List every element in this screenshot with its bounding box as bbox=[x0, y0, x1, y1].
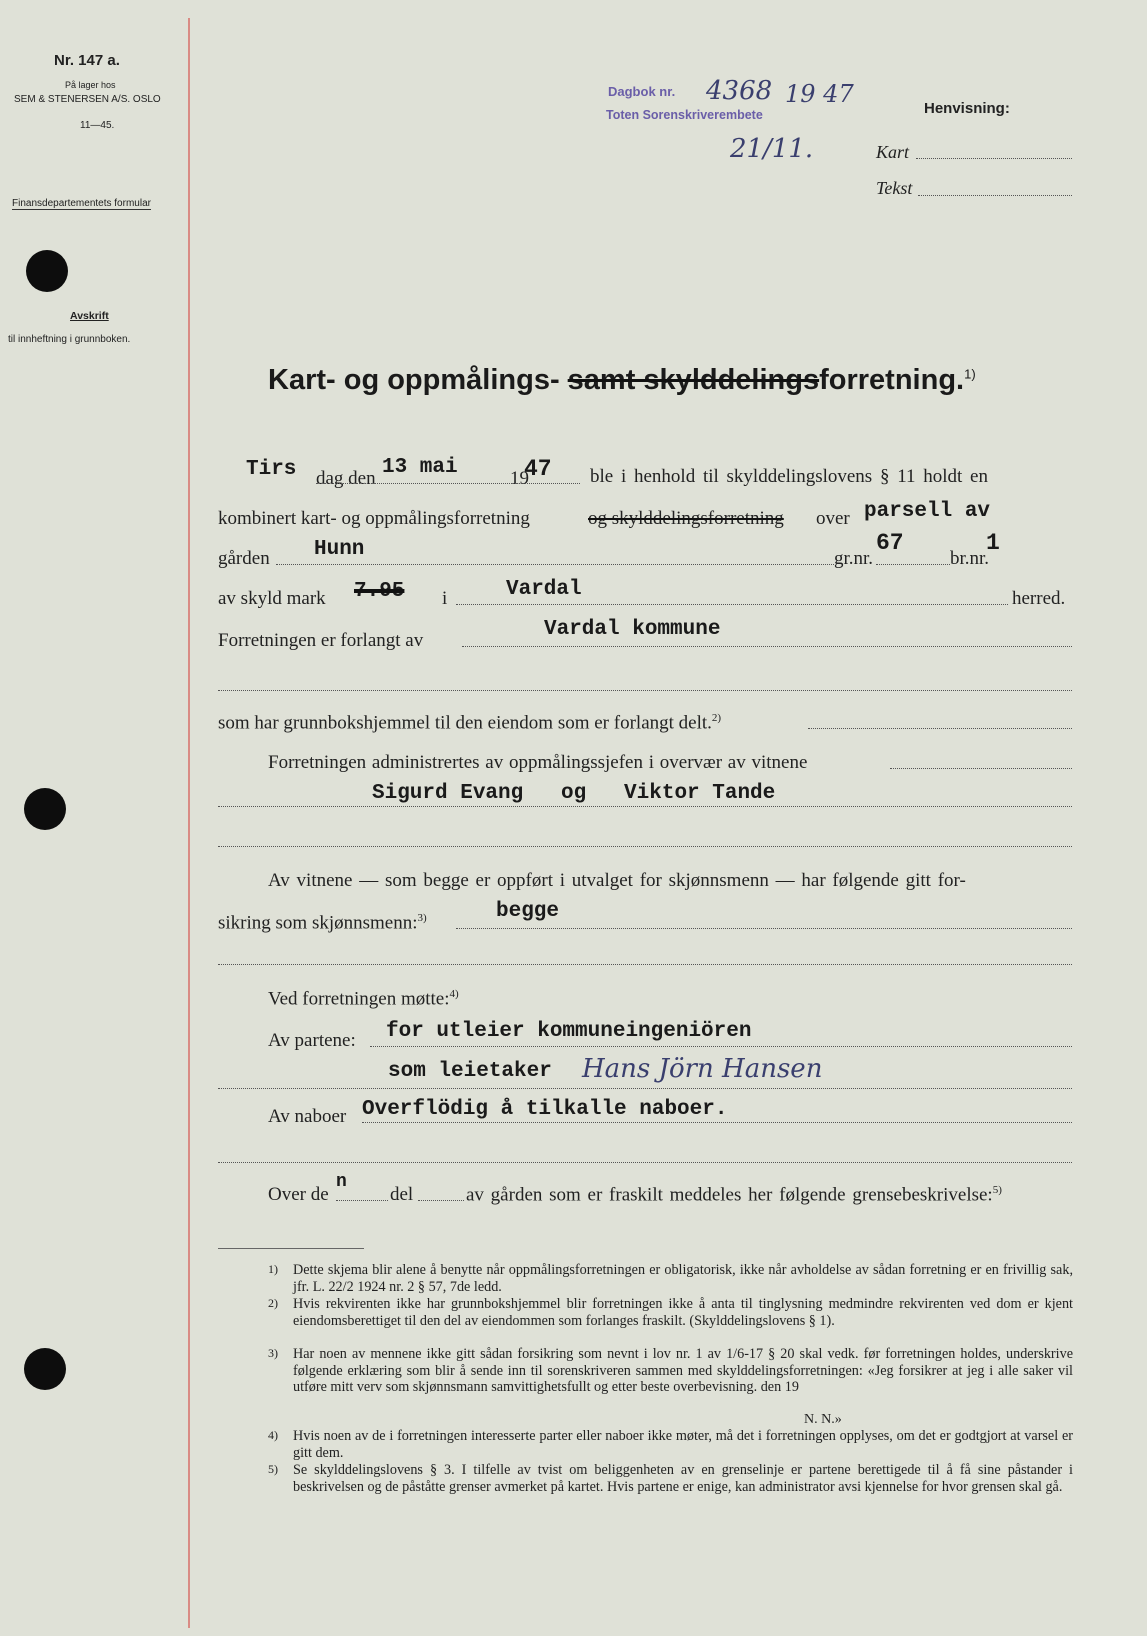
skyld-label: av skyld mark bbox=[218, 588, 326, 609]
skyld-value: 7.95 bbox=[354, 580, 405, 603]
witnesses-line bbox=[218, 806, 1072, 807]
requested-by-value: Vardal kommune bbox=[544, 618, 721, 641]
department-label: Finansdepartementets formular bbox=[12, 198, 151, 209]
footnote-text: Dette skjema blir alene å benytte når oppmålingsforretningen er obligatorisk, ikke når avholdelse av sådan forretning er en frivillig sak, jfr. L. 22/2 1924 nr. 2 § 57, 7de ledd. bbox=[293, 1262, 1073, 1295]
deed-text bbox=[218, 712, 721, 734]
attended-note: 4) bbox=[449, 988, 459, 1000]
neighbors-label: Av naboer bbox=[268, 1106, 347, 1127]
diary-number: 4368 bbox=[706, 76, 773, 106]
party2-typed: som leietaker bbox=[388, 1060, 552, 1083]
footnote-number: 2) bbox=[268, 1296, 278, 1310]
intro-text: ble i henhold til skylddelingslovens § 11 holdt en bbox=[590, 466, 988, 487]
admin-line bbox=[890, 768, 1072, 769]
blank-line bbox=[218, 1162, 1072, 1163]
publisher-name: SEM & STENERSEN A/S. OSLO bbox=[14, 94, 161, 105]
gnr-value: 67 bbox=[876, 530, 904, 556]
footnote-text: Hvis noen av de i forretningen interesserte parter eller naboer ikke møter, må det i forretningen opplyses, om det er godtgjort at varsel er gitt dem. bbox=[293, 1428, 1073, 1461]
bnr-value: 1 bbox=[986, 530, 1000, 556]
blank-line bbox=[218, 690, 1072, 691]
witness-line bbox=[456, 928, 1072, 929]
requested-label: Forretningen er forlangt av bbox=[218, 630, 424, 651]
witness-text: Av vitnene — som begge er oppført i utvalget for skjønnsmenn — har følgende gitt for- bbox=[268, 870, 966, 891]
print-date: 11—45. bbox=[80, 120, 115, 131]
footnote-text: Hvis rekvirenten ikke har grunnbokshjemmel blir forretningen ikke å anta til tinglysning medmindre rekvirenten ved dom er kjent eiendomsberettiget til den del av eiendommen som forlanges fraskilt. (Skylddelingslovens § 1). bbox=[293, 1296, 1073, 1329]
i-label: i bbox=[442, 588, 448, 609]
footnote-number: 4) bbox=[268, 1428, 278, 1442]
boundary-line-2 bbox=[418, 1200, 464, 1201]
weekday-value: Tirs bbox=[246, 458, 297, 481]
day-label: dag den bbox=[316, 468, 376, 489]
deed-text-content: som har grunnbokshjemmel til den eiendom som er forlangt delt. bbox=[218, 712, 712, 734]
footnote-number: 5) bbox=[268, 1462, 278, 1476]
attended-label bbox=[268, 988, 459, 1010]
blank-line bbox=[218, 964, 1072, 965]
farm-label: gården bbox=[218, 548, 270, 569]
requested-line bbox=[462, 646, 1072, 647]
year-value: 47 bbox=[524, 456, 552, 482]
date-line bbox=[316, 483, 580, 484]
herred-label: herred. bbox=[1012, 588, 1066, 609]
witness-answer: begge bbox=[496, 900, 560, 923]
footnote-number: 1) bbox=[268, 1262, 278, 1276]
party2-handwritten: Hans Jörn Hansen bbox=[582, 1054, 823, 1084]
boundary-text-content: av gården som er fraskilt meddeles her følgende grensebeskrivelse: bbox=[466, 1184, 993, 1206]
footnote-signature: N. N.» bbox=[804, 1412, 842, 1427]
boundary-text bbox=[466, 1184, 1002, 1206]
footnote-rule bbox=[218, 1248, 364, 1249]
municipality-line bbox=[456, 604, 1008, 605]
margin-rule bbox=[188, 18, 190, 1628]
party1-value: for utleier kommuneingeniören bbox=[386, 1020, 752, 1043]
office-stamp: Toten Sorenskriverembete bbox=[606, 108, 763, 122]
document-title bbox=[268, 364, 976, 397]
over-label: over bbox=[816, 508, 850, 529]
copy-purpose: til innheftning i grunnboken. bbox=[8, 334, 131, 345]
parties-label: Av partene: bbox=[268, 1030, 356, 1051]
punch-hole bbox=[26, 250, 68, 292]
map-ref-line bbox=[916, 158, 1072, 159]
punch-hole bbox=[24, 1348, 66, 1390]
witnesses-value: Sigurd Evang og Viktor Tande bbox=[372, 782, 776, 805]
witness-text-cont bbox=[218, 912, 427, 934]
party2-line bbox=[218, 1088, 1072, 1089]
combined-struck: og skylddelingsforretning bbox=[588, 508, 784, 529]
attended-label-text: Ved forretningen møtte: bbox=[268, 988, 450, 1010]
farm-value: Hunn bbox=[314, 538, 365, 561]
handwritten-date: 21/11. bbox=[730, 134, 814, 164]
diary-stamp-label: Dagbok nr. bbox=[608, 84, 676, 99]
text-ref-line bbox=[918, 195, 1072, 196]
admin-text: Forretningen administrertes av oppmålingssjefen i overvær av vitnene bbox=[268, 752, 808, 773]
punch-hole bbox=[24, 788, 66, 830]
boundary-over: Over de bbox=[268, 1184, 329, 1205]
title-part2: forretning. bbox=[819, 364, 965, 396]
blank-line bbox=[218, 846, 1072, 847]
gnr-line bbox=[876, 564, 950, 565]
title-struck: samt skylddelings bbox=[567, 364, 820, 396]
bnr-label: br.nr. bbox=[950, 548, 990, 569]
date-value: 13 mai bbox=[382, 456, 458, 479]
witness-note: 3) bbox=[417, 912, 427, 924]
gnr-label: gr.nr. bbox=[834, 548, 874, 569]
boundary-del: del bbox=[390, 1184, 414, 1205]
neighbors-line bbox=[362, 1122, 1072, 1123]
footnote-text: Se skylddelingslovens § 3. I tilfelle av tvist om beliggenheten av en grenselinje er partene berettigede til å få sine påstander i beskrivelsen og de påståtte grenser avmerket på kartet. Hvis partene er enige, kan administrator avsi kjennelse for hvor grensen skal gå. bbox=[293, 1462, 1073, 1495]
copy-label: Avskrift bbox=[70, 310, 109, 322]
witness-text-content: sikring som skjønnsmenn: bbox=[218, 912, 418, 934]
footnote-text: Har noen av mennene ikke gitt sådan forsikring som nevnt i lov nr. 1 av 1/6-17 § 20 skal vedk. før forretningen holdes, underskrive følgende erklæring som blir å sende inn til sorenskriveren sammen med skylddelingsforretningen: «Jeg forsikrer at jeg i alle saker vil utføre mitt verv som skjønnsmann samvittighetsfullt og etter beste overbevisning. den 19 bbox=[293, 1346, 1073, 1396]
municipality-value: Vardal bbox=[506, 578, 582, 601]
footnote-number: 3) bbox=[268, 1346, 278, 1360]
title-note: 1) bbox=[964, 366, 976, 382]
year-prefix: 19 bbox=[510, 468, 529, 489]
boundary-line-1 bbox=[336, 1200, 388, 1201]
map-ref-label: Kart bbox=[876, 142, 910, 162]
deed-line bbox=[808, 728, 1072, 729]
neighbors-value: Overflödig å tilkalle naboer. bbox=[362, 1098, 728, 1121]
title-part1: Kart- og oppmålings- bbox=[268, 364, 560, 396]
text-ref-label: Tekst bbox=[876, 178, 913, 198]
boundary-n: n bbox=[336, 1172, 347, 1192]
farm-line bbox=[276, 564, 834, 565]
reference-label: Henvisning: bbox=[924, 100, 1010, 117]
combined-text: kombinert kart- og oppmålingsforretning bbox=[218, 508, 530, 529]
diary-year: 19 47 bbox=[785, 80, 854, 108]
form-number: Nr. 147 a. bbox=[54, 52, 120, 69]
publisher-line: På lager hos bbox=[65, 80, 116, 90]
party1-line bbox=[370, 1046, 1072, 1047]
deed-note: 2) bbox=[711, 712, 722, 724]
parcel-value: parsell av bbox=[864, 500, 991, 523]
boundary-note: 5) bbox=[992, 1184, 1002, 1196]
